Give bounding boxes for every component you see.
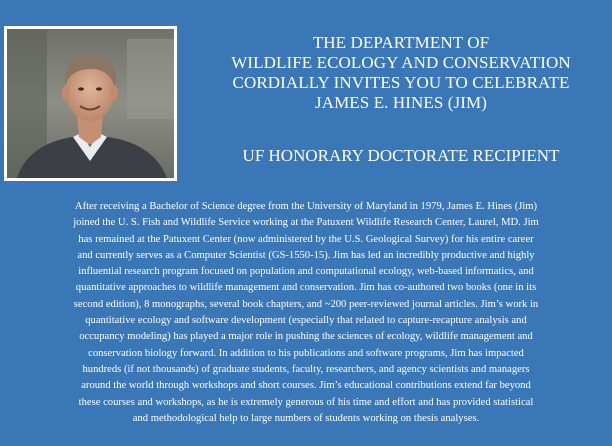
bio-line: second edition), 8 monographs, several book chapters, and ~200 peer-reviewed journal articles. Jim’s work in: [73, 298, 539, 310]
portrait-photo: [7, 29, 174, 178]
bio-line: around the world through workshops and short courses. Jim’s educational contributions extend far beyond: [81, 380, 531, 392]
bio-line: quantitative ecology and software development (especially that related to capture-recapture analysis and: [85, 315, 527, 327]
honor-title: UF HONORARY DOCTORATE RECIPIENT: [242, 146, 560, 165]
biography-paragraph: [0, 199, 612, 427]
heading-line: THE DEPARTMENT OF: [312, 33, 490, 52]
honoree-name: JAMES E. HINES (JIM): [315, 93, 487, 112]
bio-line: occupancy modeling) has played a major role in pushing the sciences of ecology, wildlife management and: [79, 331, 533, 343]
bio-line: hundreds (if not thousands) of graduate students, faculty, researchers, and agency scientists and managers: [82, 363, 530, 375]
bio-line: these courses and workshops, as he is extremely generous of his time and effort and has provided statistical: [78, 396, 534, 408]
bio-line: and methodological help to large numbers of students working on thesis analyses.: [132, 412, 480, 424]
bio-line: After receiving a Bachelor of Science degree from the University of Maryland in 1979, James E. Hines (Jim): [74, 201, 538, 212]
bio-line: influential research program focused on population and computational ecology, web-based informatics, and: [78, 266, 534, 278]
bio-line: quantitative approaches to wildlife management and conservation. Jim has co-authored two books (one in its: [75, 282, 537, 294]
invitation-heading: [190, 33, 612, 113]
bio-line: has remained at the Patuxent Center (now administered by the U.S. Geological Survey) for his entire career: [78, 233, 534, 245]
heading-line: CORDIALLY INVITES YOU TO CELEBRATE: [232, 73, 570, 92]
bio-line: joined the U. S. Fish and Wildlife Service working at the Patuxent Wildlife Research Center, Laurel, MD. Jim: [73, 217, 539, 229]
bio-line: conservation biology forward. In addition to his publications and software programs, Jim has impacted: [88, 347, 524, 359]
heading-line: WILDLIFE ECOLOGY AND CONSERVATION: [231, 53, 571, 72]
portrait-photo-illustration: [7, 29, 174, 178]
portrait-frame: [4, 26, 177, 181]
bio-line: and currently serves as a Computer Scientist (GS-1550-15). Jim has led an incredibly productive and highly: [77, 249, 535, 261]
